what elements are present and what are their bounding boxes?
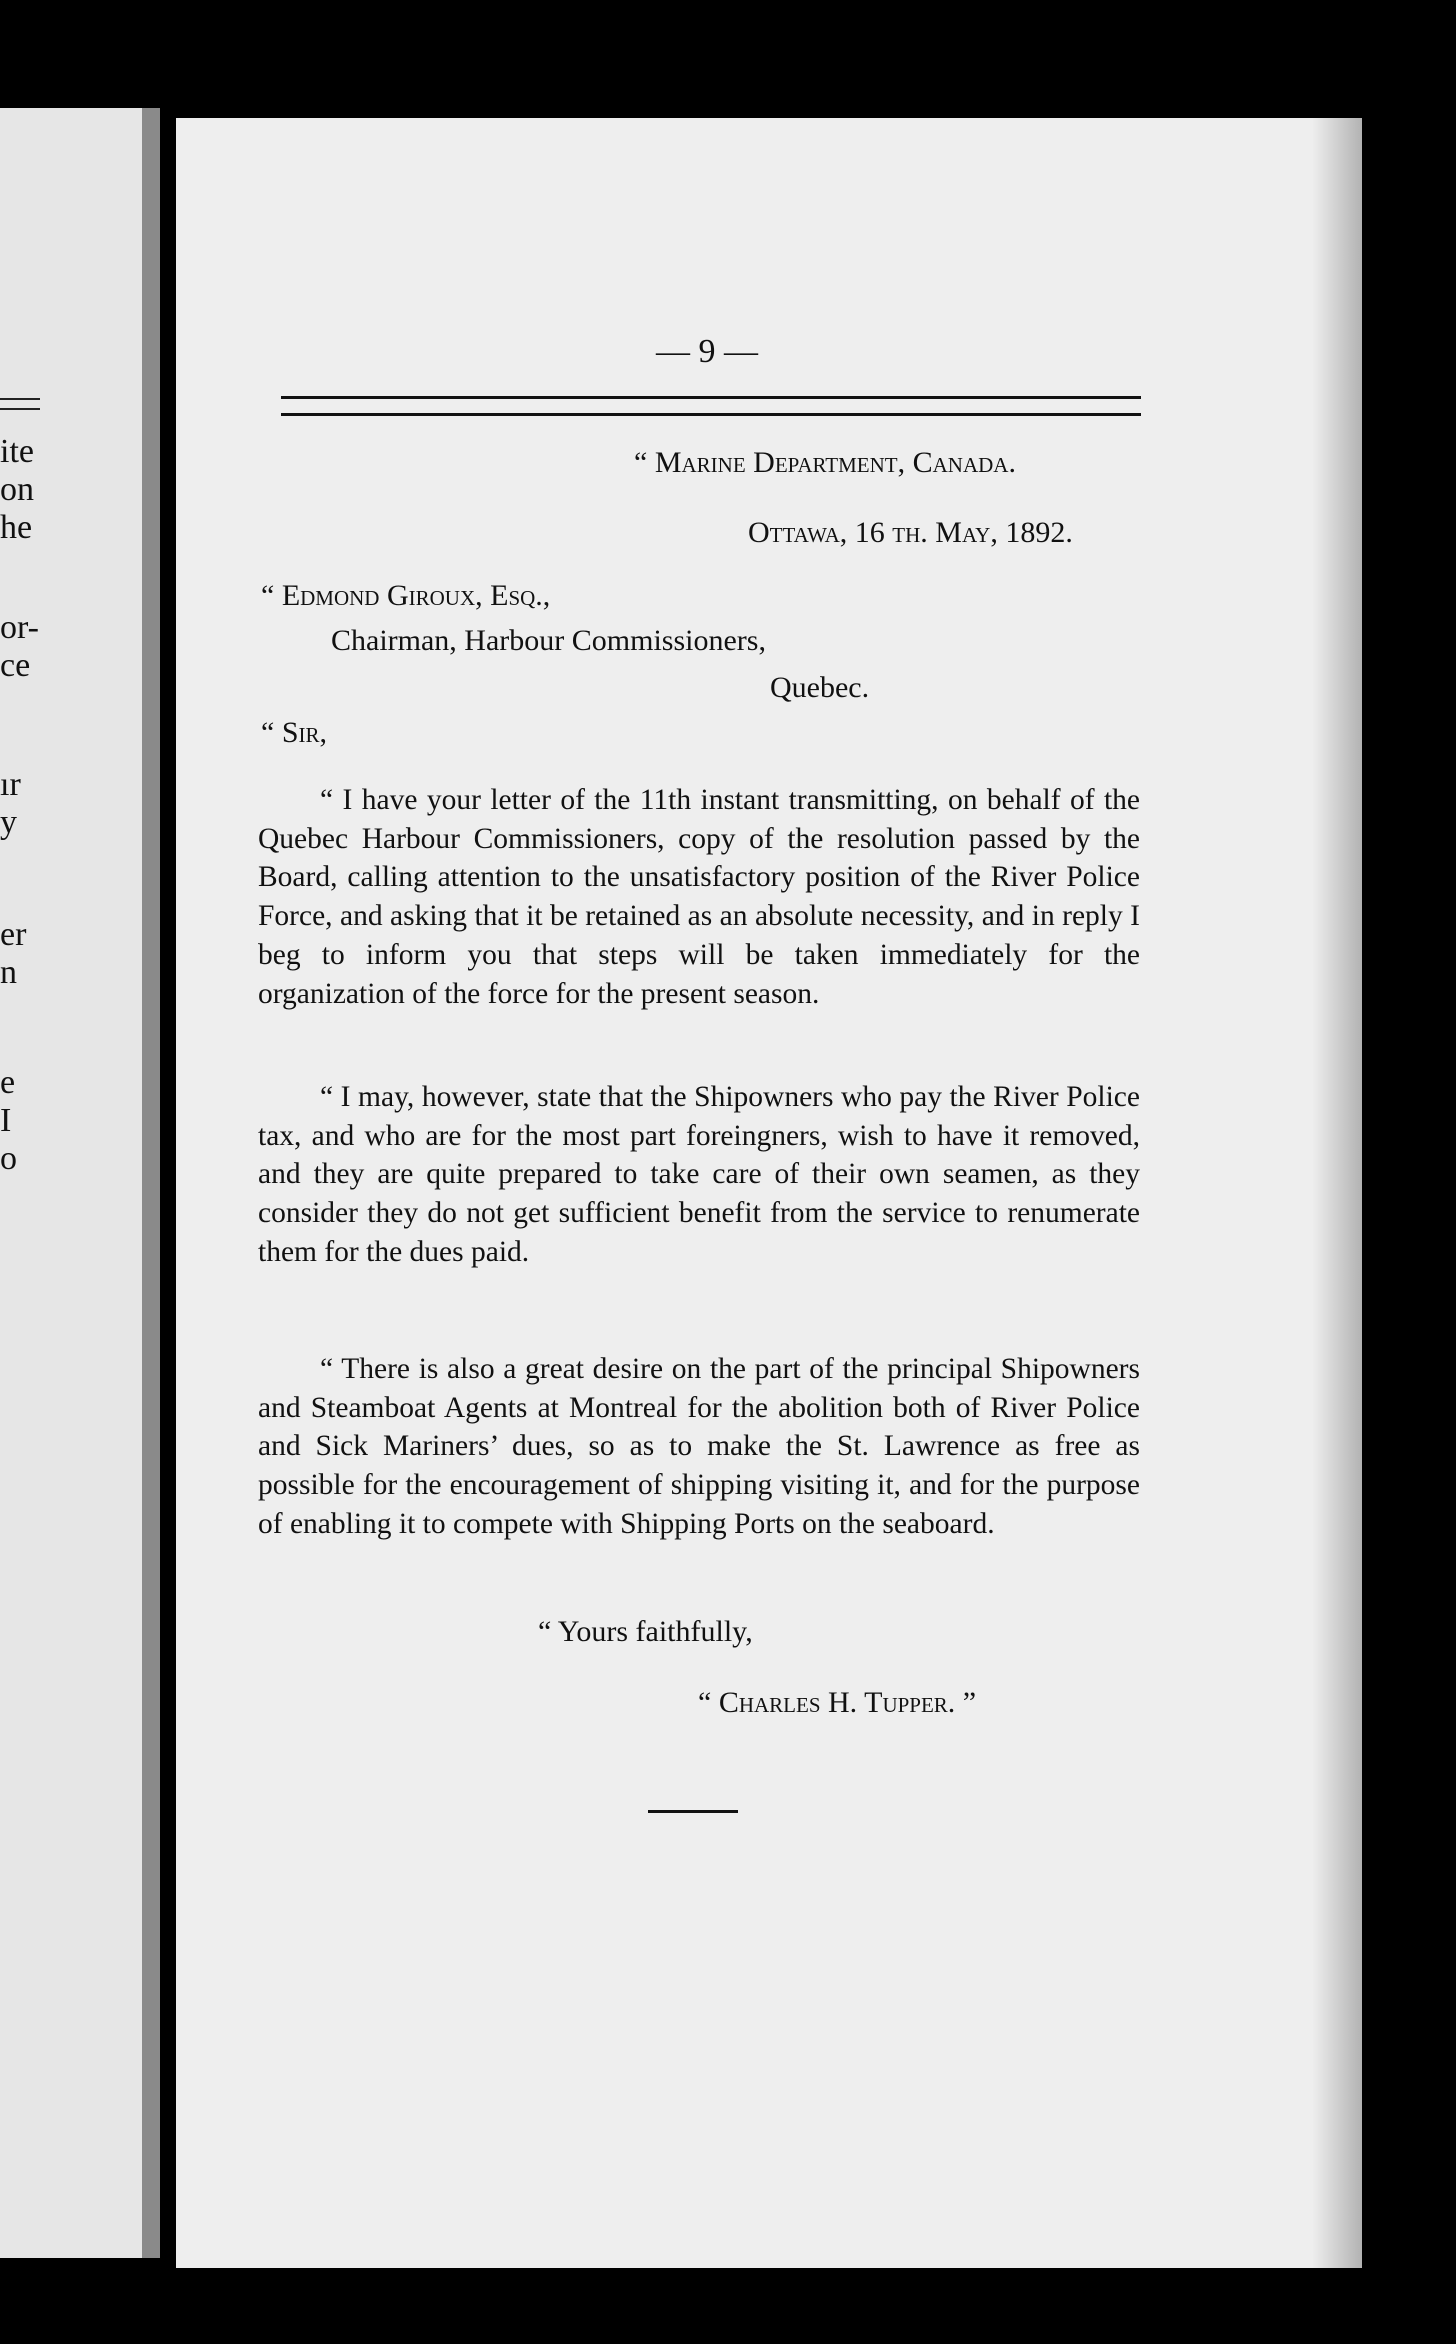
- facing-page-rule: [0, 398, 40, 400]
- addressee-city: Quebec.: [770, 671, 870, 704]
- document-page: [176, 118, 1362, 2268]
- facing-page-fragment: on: [0, 471, 34, 508]
- letter-department: “ Marine Department, Canada.: [634, 446, 1016, 479]
- page-shadow: [1312, 118, 1362, 2268]
- book-spine: [142, 108, 160, 2258]
- paragraph-text: “ I have your letter of the 11th instant transmitting, on behalf of the Quebec Harbour Commissioners, copy of the resolution passed by the Board, calling attention to the unsatisfactory position of the River Police Force, and asking that it be retained as an absolute necessity, and in reply I beg to inform you that steps will be taken immediately for the organization of the force for the present season.: [258, 784, 1140, 1010]
- header-double-rule: [281, 396, 1141, 416]
- facing-page-fragment: ce: [0, 647, 31, 684]
- letter-paragraph: [258, 1350, 1140, 1544]
- facing-page-fragment: n: [0, 954, 17, 991]
- letter-signature: “ Charles H. Tupper. ”: [698, 1686, 977, 1719]
- place-date-text: Ottawa, 16 th. May, 1892.: [748, 516, 1073, 549]
- page-number: — 9 —: [656, 333, 758, 370]
- facing-page-fragment: o: [0, 1140, 17, 1177]
- letter-paragraph: [258, 781, 1140, 1013]
- facing-page-fragment: he: [0, 509, 33, 546]
- facing-page-fragment: ır: [0, 766, 21, 803]
- facing-page-fragment: y: [0, 804, 17, 841]
- paragraph-text: “ I may, however, state that the Shipowners who pay the River Police tax, and who are for the most part foreingners, wish to have it removed, and they are quite prepared to take care of their own seamen, as they consider they do not get sufficient benefit from the service to renumerate them for the dues paid.: [258, 1081, 1140, 1268]
- facing-page-rule: [0, 408, 40, 410]
- letter-closing: “ Yours faithfully,: [538, 1615, 753, 1648]
- facing-page-fragment: I: [0, 1102, 12, 1139]
- end-rule: [648, 1810, 738, 1813]
- facing-page-fragment: e: [0, 1064, 16, 1101]
- facing-page-fragment: or-: [0, 609, 39, 646]
- letter-paragraph: [258, 1078, 1140, 1272]
- letter-place-date: [748, 516, 1073, 550]
- paragraph-text: “ There is also a great desire on the part of the principal Shipowners and Steamboat Agents at Montreal for the abolition both of River Police and Sick Mariners’ dues, so as to make the St. Lawrence as free as possible for the encouragement of shipping visiting it, and for the purpose of enabling it to compete with Shipping Ports on the seaboard.: [258, 1353, 1140, 1540]
- facing-page-fragment: ite: [0, 433, 34, 470]
- addressee-name: “ Edmond Giroux, Esq.,: [261, 579, 551, 612]
- facing-page: [0, 108, 160, 2258]
- facing-page-fragment: er: [0, 916, 27, 953]
- addressee-title: Chairman, Harbour Commissioners,: [331, 624, 766, 657]
- salutation: “ Sir,: [261, 716, 327, 749]
